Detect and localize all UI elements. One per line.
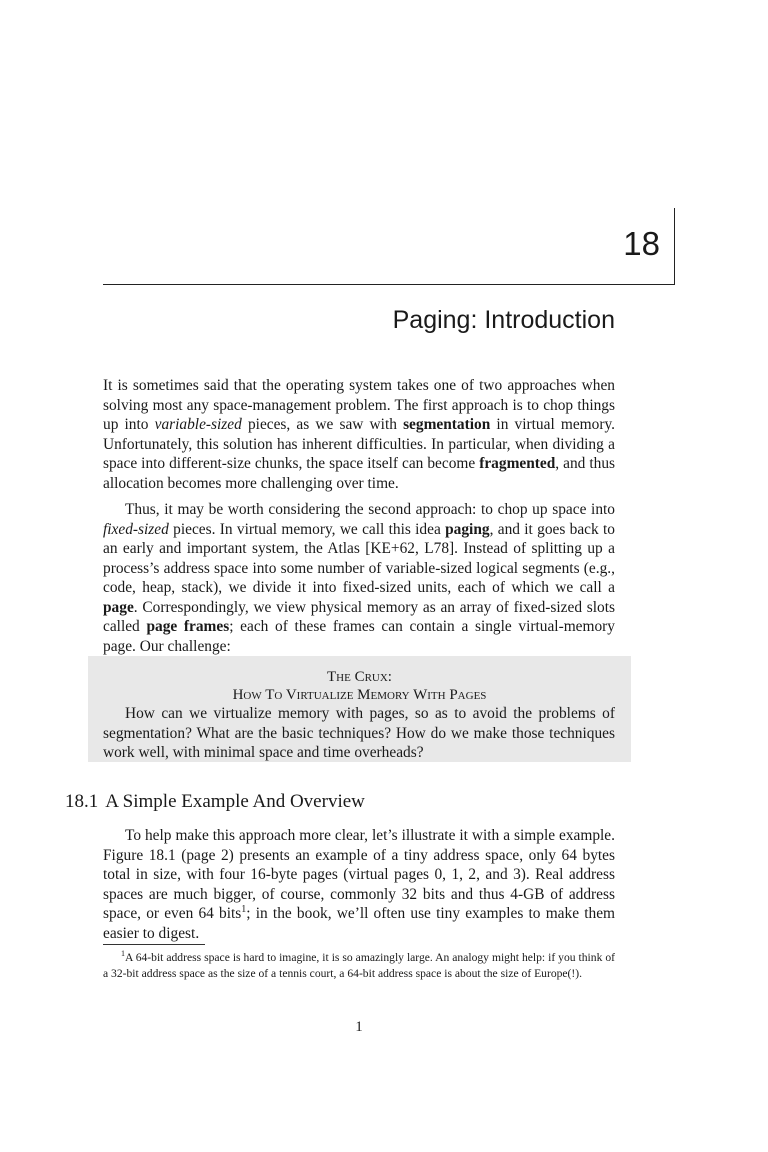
bold-term: segmentation <box>403 416 491 433</box>
text-run: pieces, as we saw with <box>241 416 404 433</box>
italic-term: fixed-sized <box>103 520 169 538</box>
text-run: . Correspondingly, we view physical memory as an array of fixed-sized slots called <box>103 598 615 635</box>
text-run: ; each of these frames can contain a single virtual-memory page. Our challenge: <box>103 618 615 655</box>
crux-text: How can we virtualize memory with pages, so as to avoid the problems of segmentation? What are the basic techniques? How do we make those techniques work well, with minimal space and time overheads? <box>103 705 615 761</box>
italic-term: variable-sized <box>154 416 242 433</box>
text-run: , and it goes back to an early and important system, the Atlas [KE+62, L78]. Instead of splitting up a process’s address space into some number of variable-sized logical segments (e.g., code, heap, stack), we divide it into fixed-sized units, each of which we call a <box>103 520 615 596</box>
crux-subtitle: How To Virtualize Memory With Pages <box>232 687 487 703</box>
crux-title: The Crux: <box>327 669 392 685</box>
chapter-horizontal-rule <box>103 284 675 285</box>
chapter-title: Paging: Introduction <box>392 306 615 334</box>
paragraph-paging <box>103 500 615 656</box>
footnote-ref: 1 <box>241 903 247 915</box>
text-run: To help make this approach more clear, let’s illustrate it with a simple example. Figure 18.1 (page 2) presents an example of a tiny address space, only 64 bytes total in size, with four 16-byte pages (virtual pages 0, 1, 2, and 3). Real address spaces are much bigger, of course, commonly 32 bits and thus 4-GB of address space, or even 64 bits <box>103 827 615 922</box>
text-run: ; in the book, we’ll often use tiny examples to make them easier to digest. <box>103 905 615 942</box>
chapter-vertical-rule <box>674 208 675 285</box>
chapter-number: 18 <box>623 225 660 262</box>
section-heading <box>65 790 372 814</box>
paragraph-intro <box>103 376 615 493</box>
section-number: 18.1 <box>65 791 99 812</box>
footnote-text: A 64-bit address space is hard to imagine, it is so amazingly large. An analogy might help: if you think of a 32-bit address space as the size of a tennis court, a 64-bit address space is about the size of Europe(!). <box>103 951 615 980</box>
text-run: Thus, it may be worth considering the second approach: to chop up space into <box>125 501 615 518</box>
text-run: It is sometimes said that the operating system takes one of two approaches when solving most any space-management problem. The first approach is to chop things up into <box>103 377 615 433</box>
section-title: A Simple Example And Overview <box>105 791 365 812</box>
bold-term: paging <box>445 520 490 538</box>
footnote-mark: 1 <box>121 949 125 959</box>
text-run: , and thus allocation becomes more challenging over time. <box>103 455 616 492</box>
paragraph-example <box>103 826 615 943</box>
bold-term: fragmented <box>479 455 556 472</box>
crux-box <box>88 656 631 762</box>
page-number: 1 <box>355 1019 363 1035</box>
footnote-rule <box>103 944 205 945</box>
text-run: in virtual memory. Unfortunately, this solution has inherent difficulties. In particular, when dividing a space into different-size chunks, the space itself can become <box>103 416 615 472</box>
footnote <box>103 950 615 982</box>
text-run: pieces. In virtual memory, we call this idea <box>168 520 446 538</box>
bold-term: page frames <box>146 618 230 635</box>
bold-term: page <box>103 598 134 616</box>
